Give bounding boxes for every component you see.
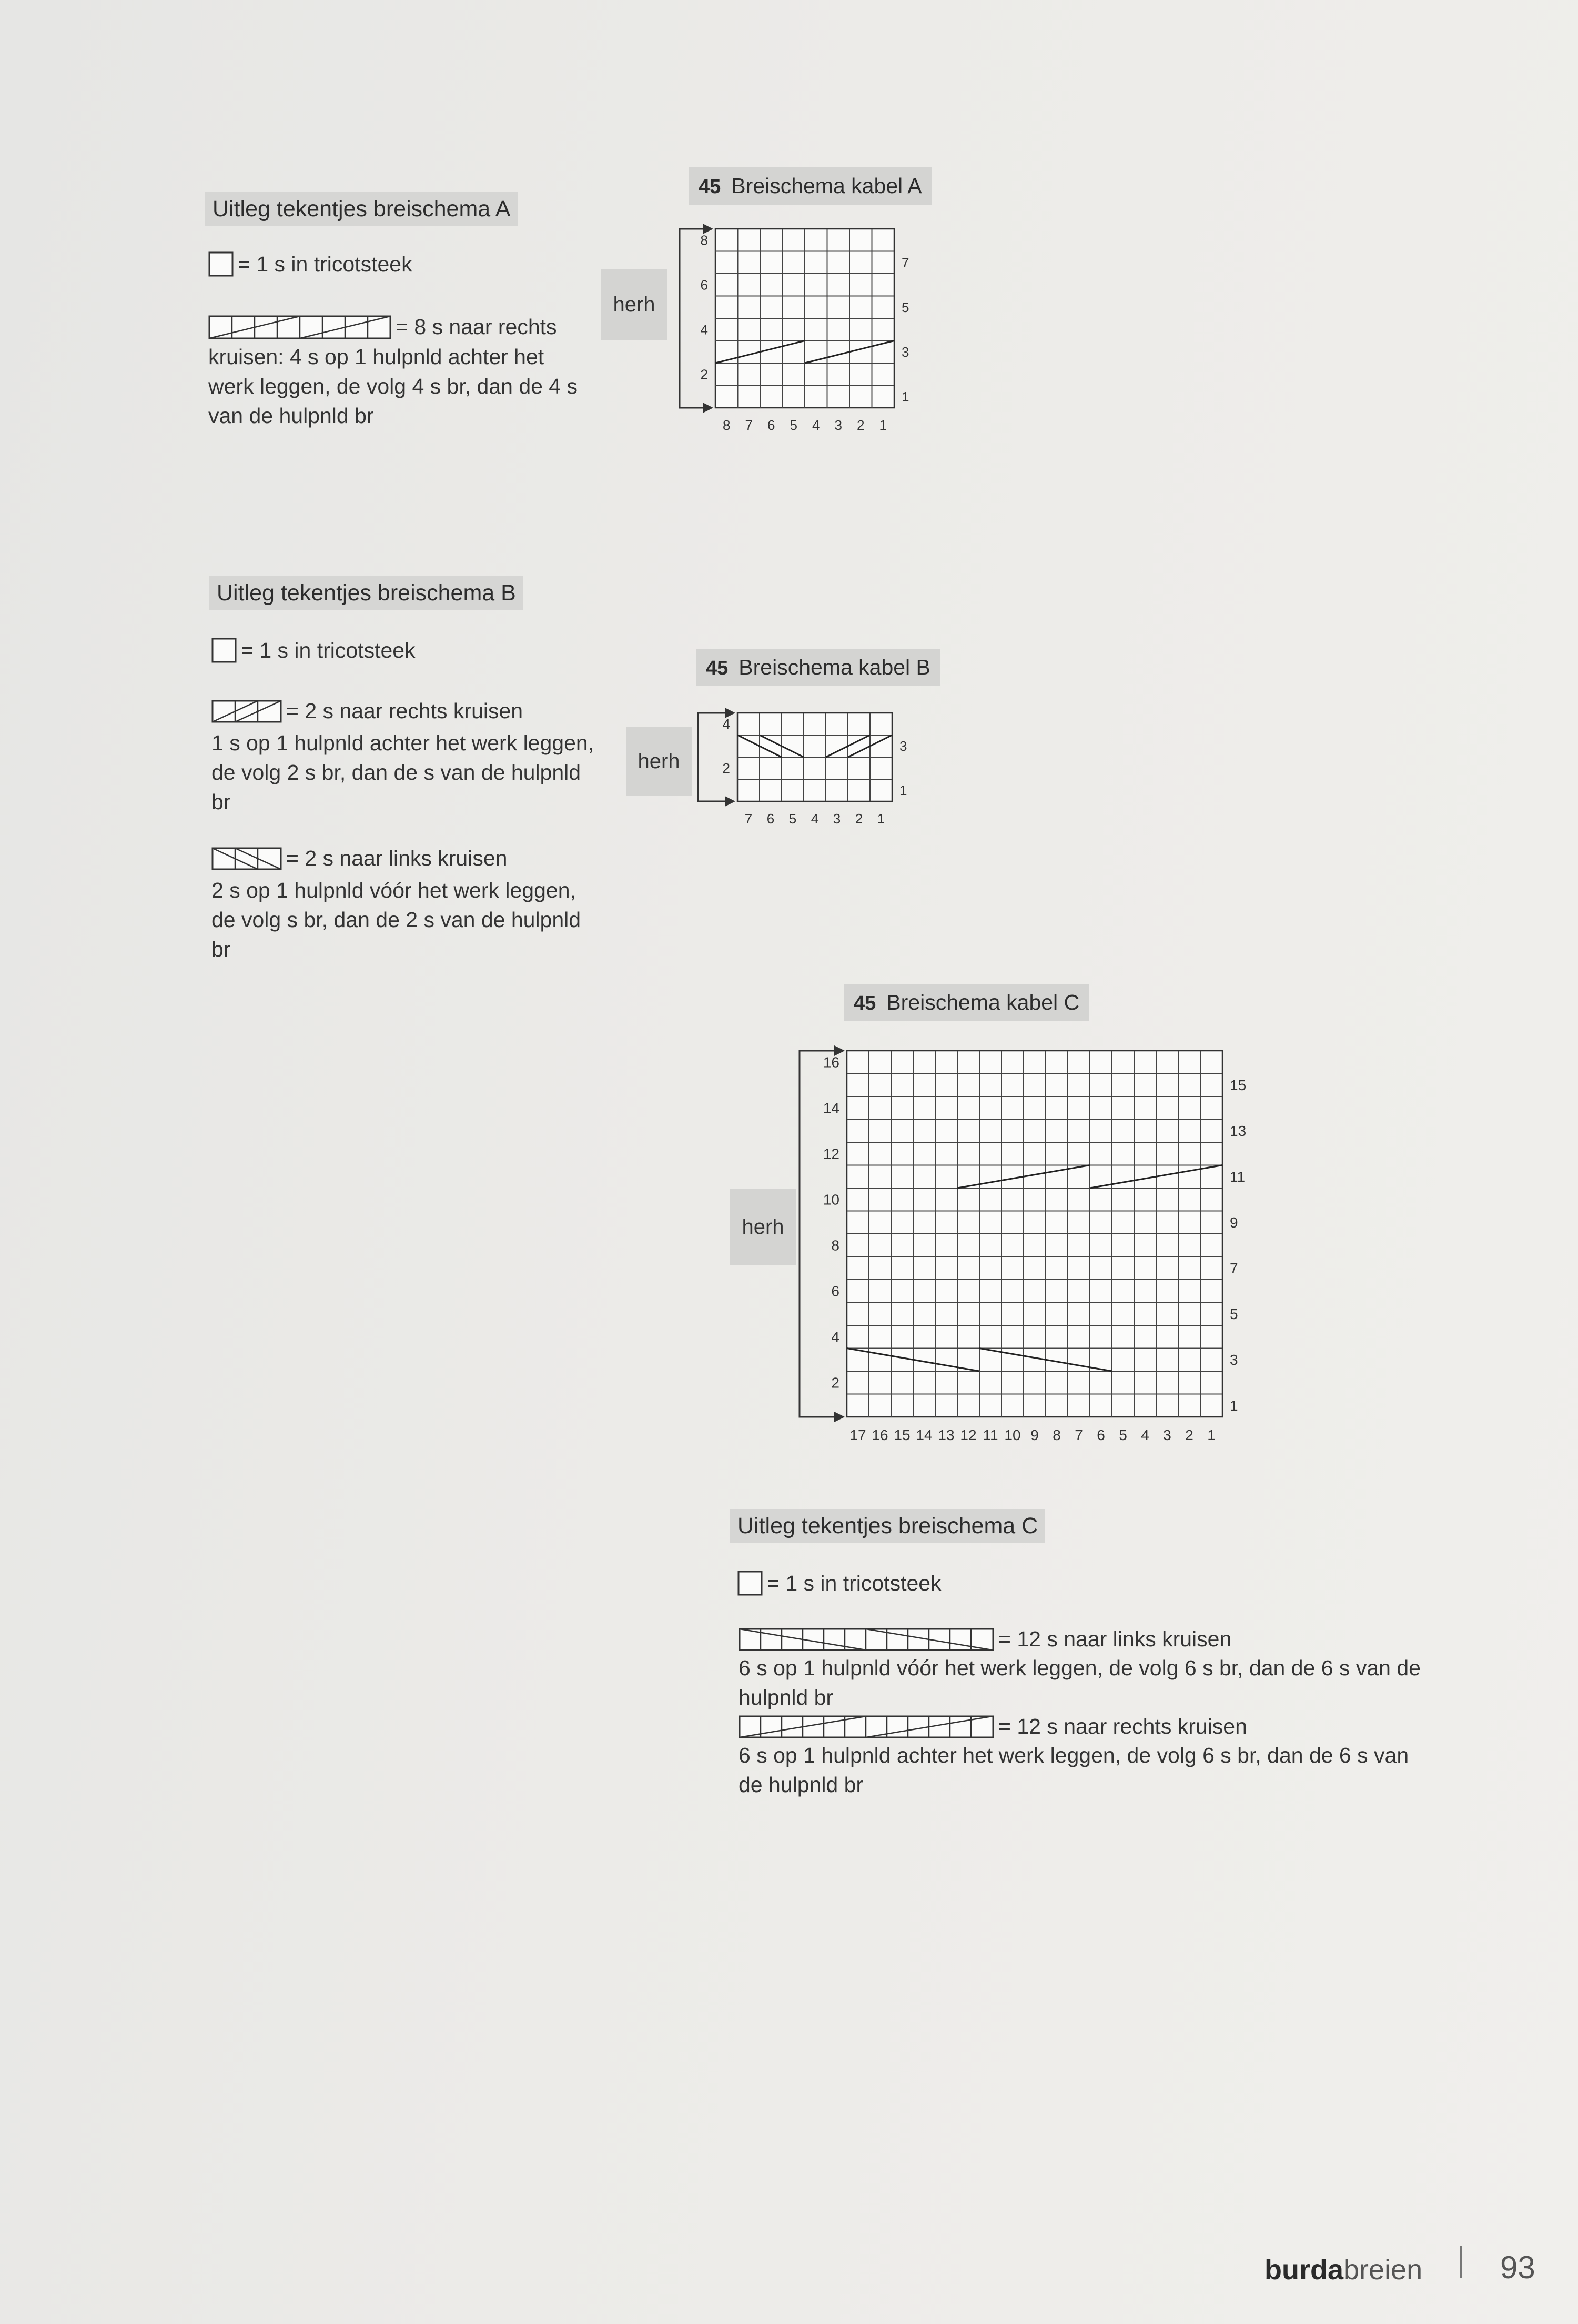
legend-c-right-head: = 12 s naar rechts kruisen: [998, 1714, 1247, 1738]
column-number-label: 9: [1030, 1427, 1039, 1443]
column-number-label: 8: [1053, 1427, 1061, 1443]
row-number-label: 2: [722, 760, 730, 777]
column-number-label: 7: [745, 417, 753, 433]
plain-stitch-icon: [211, 638, 237, 663]
column-number-label: 5: [788, 811, 797, 827]
column-number-label: 7: [744, 811, 753, 827]
column-number-label: 12: [960, 1427, 977, 1443]
repeat-arrow-icon: [703, 224, 713, 234]
legend-b-plain-text: = 1 s in tricotsteek: [241, 638, 416, 662]
desc-line: br: [211, 937, 231, 961]
chart-b-title-box: [696, 649, 940, 686]
legend-c-right: [739, 1714, 1247, 1739]
row-number-label: 1: [902, 388, 909, 405]
row-number-label: 3: [899, 738, 907, 754]
plain-stitch-icon: [737, 1571, 763, 1596]
column-number-label: 6: [767, 417, 775, 433]
repeat-arrow-icon: [703, 403, 713, 413]
desc-line: van de hulpnld br: [208, 404, 374, 428]
column-number-label: 6: [1097, 1427, 1105, 1443]
legend-a-plain: [208, 251, 412, 277]
legend-a-cable: [208, 315, 557, 339]
desc-line: 2 s op 1 hulpnld vóór het werk leggen,: [211, 878, 576, 902]
column-number-label: 4: [1141, 1427, 1149, 1443]
desc-line: 6 s op 1 hulpnld vóór het werk leggen, de volg 6 s br, dan de 6 s van de: [739, 1656, 1421, 1680]
chart-c: [789, 1039, 1278, 1455]
row-number-label: 6: [831, 1283, 839, 1300]
desc-line: de hulpnld br: [739, 1773, 864, 1797]
column-number-label: 10: [1004, 1427, 1021, 1443]
column-number-label: 11: [983, 1427, 998, 1443]
chart-a-title-box: [689, 167, 932, 205]
row-number-label: 8: [700, 232, 708, 248]
cable-right-12-icon: [739, 1715, 994, 1738]
column-number-label: 3: [1163, 1427, 1171, 1443]
column-number-label: 1: [877, 811, 885, 827]
page-number: 93: [1500, 2250, 1535, 2285]
row-number-label: 12: [823, 1145, 839, 1162]
legend-b-plain: [211, 638, 416, 663]
chart-b-repeat-label: herh: [626, 727, 692, 796]
legend-b-left-head: = 2 s naar links kruisen: [286, 846, 508, 870]
desc-line: werk leggen, de volg 4 s br, dan de 4 s: [208, 374, 578, 398]
row-number-label: 11: [1230, 1169, 1246, 1185]
footer-divider: [1460, 2246, 1462, 2278]
column-number-label: 2: [1185, 1427, 1193, 1443]
column-number-label: 15: [894, 1427, 911, 1443]
row-number-label: 15: [1230, 1077, 1247, 1094]
chart-a-number: 45: [699, 176, 721, 198]
row-number-label: 3: [902, 344, 909, 360]
row-number-label: 16: [823, 1054, 839, 1071]
row-number-label: 3: [1230, 1352, 1238, 1369]
repeat-arrow-icon: [834, 1412, 845, 1422]
row-number-label: 6: [700, 277, 708, 293]
legend-b-title: Uitleg tekentjes breischema B: [209, 576, 523, 610]
chart-c-repeat-label: herh: [730, 1189, 796, 1265]
row-number-label: 4: [831, 1329, 839, 1345]
legend-b-right-head: = 2 s naar rechts kruisen: [286, 699, 523, 723]
column-number-label: 8: [723, 417, 731, 433]
legend-a-cable-desc: [208, 342, 578, 430]
desc-line: 6 s op 1 hulpnld achter het werk leggen, de volg 6 s br, dan de 6 s van: [739, 1743, 1409, 1767]
desc-line: kruisen: 4 s op 1 hulpnld achter het: [208, 345, 544, 369]
plain-stitch-icon: [208, 251, 234, 277]
legend-c-left-head: = 12 s naar links kruisen: [998, 1627, 1232, 1651]
legend-c-plain-text: = 1 s in tricotsteek: [767, 1571, 942, 1595]
cable-left-2-icon: [211, 847, 282, 870]
row-number-label: 5: [1230, 1306, 1238, 1323]
legend-c-title: Uitleg tekentjes breischema C: [730, 1509, 1045, 1543]
column-number-label: 7: [1075, 1427, 1083, 1443]
column-number-label: 2: [857, 417, 865, 433]
column-number-label: 16: [872, 1427, 888, 1443]
cable-right-2-icon: [211, 700, 282, 723]
column-number-label: 6: [766, 811, 775, 827]
desc-line: de volg 2 s br, dan de s van de hulpnld: [211, 760, 581, 784]
brand-light: breien: [1343, 2254, 1423, 2286]
column-number-label: 3: [833, 811, 841, 827]
column-number-label: 4: [812, 417, 820, 433]
legend-a-cable-head: = 8 s naar rechts: [396, 315, 557, 339]
row-number-label: 2: [700, 366, 708, 383]
legend-c-left-desc: [739, 1653, 1421, 1712]
repeat-arrow-icon: [725, 708, 735, 718]
row-number-label: 9: [1230, 1214, 1238, 1231]
column-number-label: 14: [916, 1427, 933, 1443]
cable-right-8-icon: [208, 315, 391, 339]
row-number-label: 1: [899, 782, 907, 799]
row-number-label: 2: [831, 1374, 839, 1391]
column-number-label: 2: [855, 811, 863, 827]
column-number-label: 1: [879, 417, 887, 433]
column-number-label: 13: [938, 1427, 955, 1443]
repeat-arrow-icon: [834, 1045, 845, 1056]
legend-c-plain: [737, 1571, 942, 1596]
legend-b-right: [211, 699, 523, 723]
chart-b-number: 45: [706, 657, 729, 679]
repeat-arrow-icon: [725, 796, 735, 807]
desc-line: br: [211, 790, 231, 814]
column-number-label: 1: [1207, 1427, 1216, 1443]
row-number-label: 7: [1230, 1260, 1238, 1277]
legend-a-title: Uitleg tekentjes breischema A: [205, 192, 518, 226]
chart-c-number: 45: [854, 992, 876, 1014]
row-number-label: 8: [831, 1237, 839, 1254]
column-number-label: 4: [811, 811, 819, 827]
chart-b-title: Breischema kabel B: [739, 655, 930, 679]
column-number-label: 3: [834, 417, 842, 433]
row-number-label: 7: [902, 254, 909, 270]
legend-b-left: [211, 846, 507, 871]
row-number-label: 4: [700, 321, 708, 338]
column-number-label: 17: [849, 1427, 866, 1443]
chart-a: [668, 216, 920, 447]
row-number-label: 5: [902, 299, 909, 315]
legend-b-right-desc: [211, 728, 594, 817]
chart-a-title: Breischema kabel A: [731, 174, 922, 198]
legend-a-plain-text: = 1 s in tricotsteek: [238, 251, 412, 276]
row-number-label: 1: [1230, 1397, 1238, 1414]
desc-line: hulpnld br: [739, 1685, 834, 1709]
column-number-label: 5: [790, 417, 797, 433]
legend-b-left-desc: [211, 876, 581, 964]
chart-c-title-box: [844, 984, 1089, 1021]
brand-bold: burda: [1265, 2254, 1344, 2286]
chart-c-title: Breischema kabel C: [886, 990, 1080, 1014]
row-number-label: 4: [722, 716, 730, 732]
row-number-label: 14: [823, 1100, 839, 1116]
desc-line: 1 s op 1 hulpnld achter het werk leggen,: [211, 731, 594, 755]
cable-left-12-icon: [739, 1628, 994, 1651]
legend-c-left: [739, 1627, 1231, 1652]
chart-a-repeat-label: herh: [601, 269, 667, 340]
row-number-label: 10: [823, 1191, 839, 1208]
brand-logo: [1265, 2253, 1422, 2286]
legend-c-right-desc: [739, 1741, 1409, 1799]
chart-b: [689, 697, 910, 839]
row-number-label: 13: [1230, 1123, 1247, 1140]
desc-line: de volg s br, dan de 2 s van de hulpnld: [211, 908, 581, 932]
column-number-label: 5: [1119, 1427, 1127, 1443]
